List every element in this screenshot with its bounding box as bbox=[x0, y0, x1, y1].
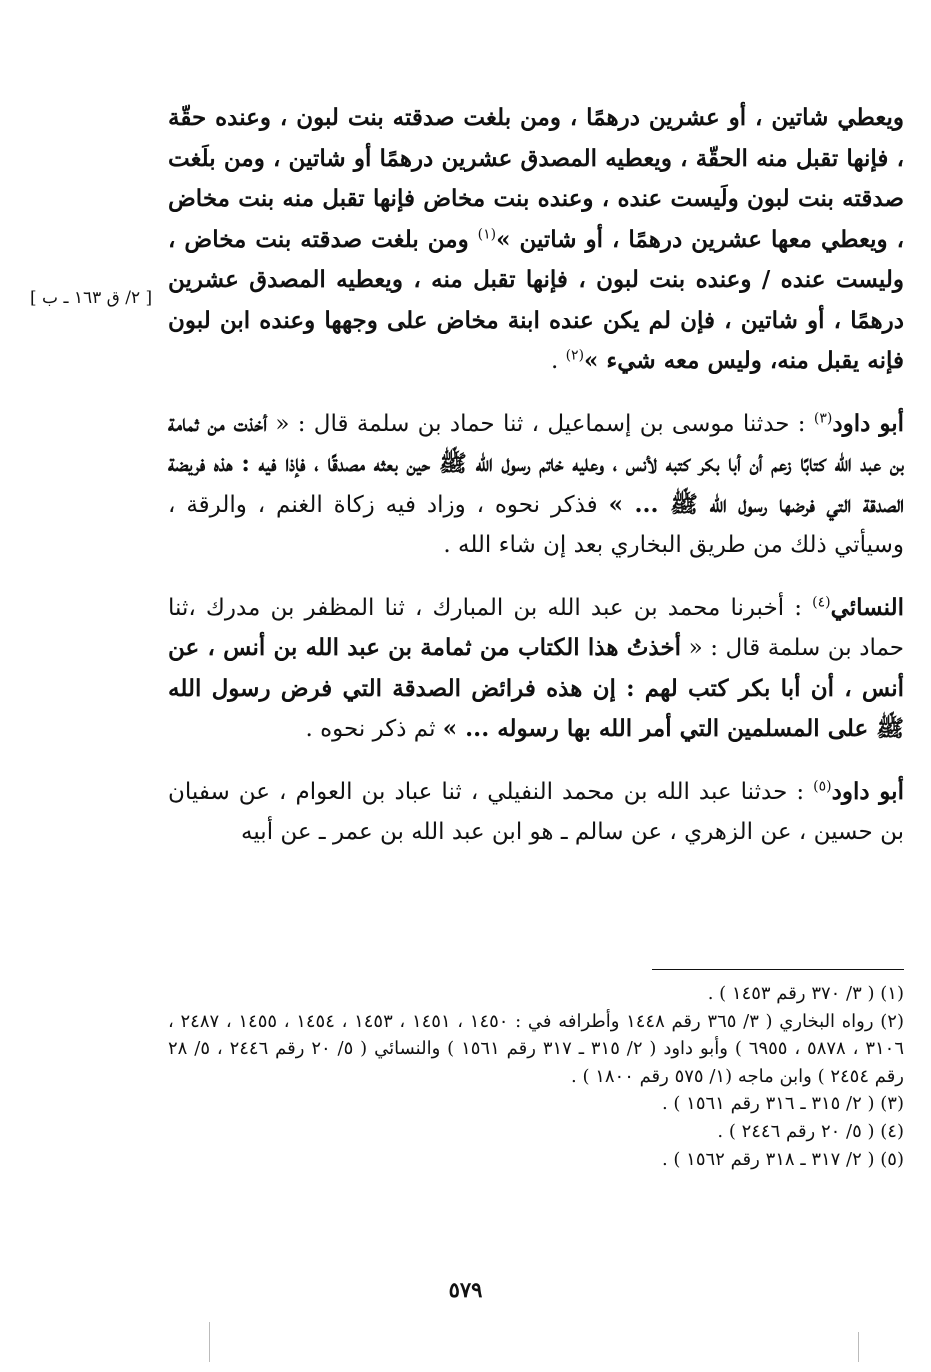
footnote: (٥) ( ٢/ ٣١٧ ـ ٣١٨ رقم ١٥٦٢ ) . bbox=[661, 1148, 904, 1170]
bold-text: أخذتُ هذا الكتاب من ثمامة بن عبد الله بن أنس ، عن أنس ، أن أبا بكر كتب لهم : إن هذه فرائض الصدقة التي فرض رسول الله ﷺ على المسلمين التي أمر الله بها رسوله ... » bbox=[168, 634, 904, 742]
text-run: ثم ذكر نحوه . bbox=[305, 716, 443, 742]
footnote: (٢) رواه البخاري ( ٣/ ٣٦٥ رقم ١٤٤٨ وأطرافه في : ١٤٥٠ ، ١٤٥١ ، ١٤٥٣ ، ١٤٥٤ ، ١٤٥٥ ، ٢٤٨٧ ، ٣١٠٦ ، ٥٨٧٨ ، ٦٩٥٥ ) وأبو داود ( ٢/ ٣١٥ ـ ٣١٧ رقم ١٥٦١ ) والنسائي ( ٥/ ٢٠ رقم ٢٤٤٦ ، ٥/ ٢٨ رقم ٢٤٥٤ ) وابن ماجه (١/ ٥٧٥ رقم ١٨٠٠ ) . bbox=[168, 1010, 904, 1087]
paragraph bbox=[168, 772, 904, 853]
text-run: : حدثنا موسى بن إسماعيل ، ثنا حماد بن سلمة قال : « bbox=[267, 410, 814, 437]
scan-mark bbox=[858, 1332, 859, 1362]
bold-text: النسائي bbox=[830, 593, 904, 621]
main-text-body bbox=[168, 98, 904, 853]
footnote-separator bbox=[652, 969, 904, 970]
bold-text: أخذت من ثمامة بن عبد الله كتابًا زعم أن أبا بكر كتبه لأنس ، وعليه خاتم رسول الله ﷺ حين بعثه مصدقًا ، فإذا فيه : هذه فريضة الصدقة التي فرضها رسول الله ﷺ ... » bbox=[168, 409, 905, 518]
bold-text: أبو داود bbox=[832, 409, 905, 437]
footnote: (٤) ( ٥/ ٢٠ رقم ٢٤٤٦ ) . bbox=[717, 1120, 904, 1142]
paragraph bbox=[168, 98, 904, 382]
footnote-ref: (٢) bbox=[565, 347, 585, 364]
page-number: ٥٧٩ bbox=[448, 1277, 483, 1302]
footnote-ref: (٣) bbox=[813, 409, 833, 426]
text-run: . bbox=[550, 348, 566, 374]
footnote-ref: (٥) bbox=[813, 777, 832, 794]
text-run: : أخبرنا محمد بن عبد الله بن المبارك ، ثنا المظفر بن مدرك ،ثنا حماد بن سلمة قال : « bbox=[168, 594, 904, 661]
margin-folio-note: [ ٢/ ق ١٦٣ ـ ب ] bbox=[30, 288, 153, 308]
footnote-ref: (٤) bbox=[812, 593, 831, 610]
bold-text: ومن بلغت صدقته بنت مخاض ، وليست عنده / وعنده بنت لبون ، فإنها تقبل منه ، ويعطيه المصدق عشرين درهمًا ، أو شاتين ، فإن لم يكن عنده ابنة مخاض على وجهها وعنده ابن لبون فإنه يقبل منه، وليس معه شيء » bbox=[168, 225, 904, 374]
bold-text: أبو داود bbox=[831, 777, 904, 805]
paragraph bbox=[168, 404, 904, 566]
footnote: (٣) ( ٢/ ٣١٥ ـ ٣١٦ رقم ١٥٦١ ) . bbox=[661, 1093, 904, 1115]
footnote-ref: (١) bbox=[477, 225, 497, 242]
paragraph bbox=[168, 588, 904, 750]
bold-text: ويعطي شاتين ، أو عشرين درهمًا ، ومن بلغت صدقته بنت لبون ، وعنده حقّة ، فإنها تقبل منه الحقّة ، ويعطيه المصدق عشرين درهمًا أو شاتين ، ومن بلَغت صدقته بنت لبون ولَيست عنده ، وعنده بنت مخاض فإنها تقبل منه بنت مخاض ، ويعطي معها عشرين درهمًا ، أو شاتين » bbox=[168, 104, 904, 253]
footnotes bbox=[168, 980, 904, 1173]
text-run: : حدثنا عبد الله بن محمد النفيلي ، ثنا عباد بن العوام ، عن سفيان بن حسين ، عن الزهري ، عن سالم ـ هو ابن عبد الله بن عمر ـ عن أبيه bbox=[168, 778, 904, 845]
text-run: فذكر نحوه ، وزاد فيه زكاة الغنم ، والرقة ، وسيأتي ذلك من طريق البخاري بعد إن شاء الله . bbox=[168, 491, 904, 558]
scan-mark bbox=[209, 1322, 210, 1362]
footnote: (١) ( ٣/ ٣٧٠ رقم ١٤٥٣ ) . bbox=[707, 983, 904, 1004]
